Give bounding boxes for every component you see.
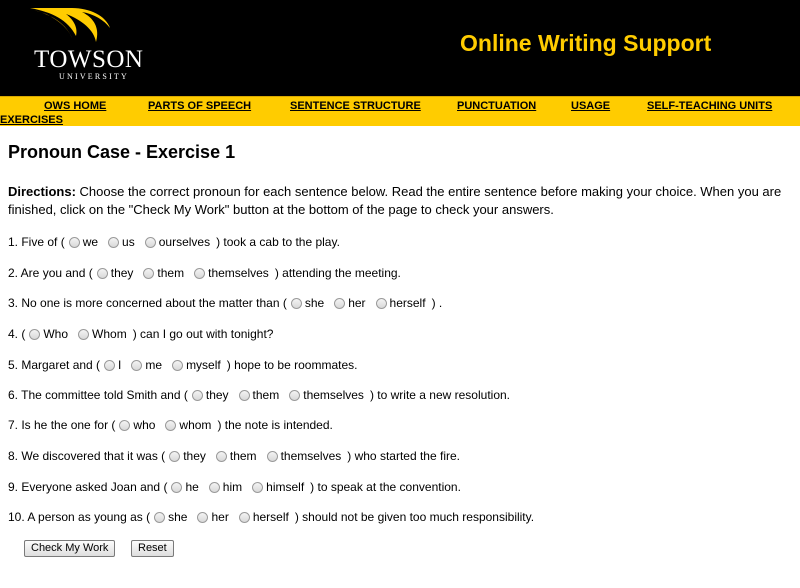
radio-option[interactable] [131,360,142,371]
radio-option[interactable] [376,298,387,309]
radio-option[interactable] [289,390,300,401]
option-label: me [145,358,163,372]
tiger-flame-icon [24,6,114,46]
option-label: Who [43,327,69,341]
option-label: himself [266,480,305,494]
radio-option[interactable] [78,329,89,340]
radio-option[interactable] [209,482,220,493]
directions [8,183,792,219]
towson-logo[interactable] [20,6,150,90]
question-1 [8,235,340,249]
option-label: I [118,358,122,372]
question-text: 3. No one is more concerned about the matter than ( [8,296,287,310]
question-text: ) the note is intended. [217,418,333,432]
question-text: 1. Five of ( [8,235,65,249]
question-text: 7. Is he the one for ( [8,418,116,432]
option-label: us [122,235,135,249]
question-text: ) who started the fire. [347,449,460,463]
radio-option[interactable] [69,237,80,248]
option-label: ourselves [158,235,211,249]
nav-parts-of-speech[interactable]: PARTS OF SPEECH [148,100,252,112]
question-text: ) can I go out with tonight? [132,327,274,341]
option-label: them [252,388,280,402]
radio-option[interactable] [145,237,156,248]
radio-option[interactable] [216,451,227,462]
option-label: we [82,235,99,249]
nav-ows-home[interactable]: OWS HOME [44,100,107,112]
question-text: ) should not be given too much responsibility. [294,510,535,524]
radio-option[interactable] [104,360,115,371]
site-title: Online Writing Support [460,30,712,56]
check-my-work-button[interactable]: Check My Work [24,540,115,557]
radio-option[interactable] [192,390,203,401]
question-text: ) attending the meeting. [274,266,401,280]
radio-option[interactable] [29,329,40,340]
option-label: who [133,418,156,432]
question-3 [8,296,442,310]
option-label: they [183,449,206,463]
option-label: she [168,510,188,524]
question-text: 8. We discovered that it was ( [8,449,166,463]
option-label: her [211,510,229,524]
reset-button[interactable]: Reset [131,540,174,557]
question-2 [8,266,401,280]
nav-usage[interactable]: USAGE [571,100,611,112]
site-header [0,0,800,96]
option-label: myself [186,358,221,372]
question-6 [8,388,510,402]
option-label: her [348,296,366,310]
question-9 [8,480,461,494]
question-5 [8,358,357,372]
logo-subtitle: UNIVERSITY [59,72,129,81]
radio-option[interactable] [252,482,263,493]
radio-option[interactable] [97,268,108,279]
option-label: she [304,296,325,310]
option-label: whom [179,418,212,432]
radio-option[interactable] [154,512,165,523]
question-text: ) to speak at the convention. [310,480,461,494]
radio-option[interactable] [143,268,154,279]
question-4 [8,327,273,341]
option-label: them [229,449,257,463]
radio-option[interactable] [172,360,183,371]
main-nav [0,96,800,126]
question-text: ) took a cab to the play. [216,235,340,249]
radio-option[interactable] [197,512,208,523]
nav-exercises[interactable]: EXERCISES [0,114,63,126]
radio-option[interactable] [267,451,278,462]
option-label: them [157,266,185,280]
directions-label: Directions: [8,184,76,199]
question-7 [8,418,333,432]
radio-option[interactable] [119,420,130,431]
question-text: 2. Are you and ( [8,266,93,280]
radio-option[interactable] [165,420,176,431]
option-label: they [205,388,229,402]
radio-option[interactable] [291,298,302,309]
question-10 [8,510,534,524]
question-text: 9. Everyone asked Joan and ( [8,480,168,494]
option-label: themselves [280,449,342,463]
option-label: Whom [92,327,127,341]
option-label: him [222,480,243,494]
question-text: 6. The committee told Smith and ( [8,388,188,402]
option-label: herself [389,296,426,310]
option-label: themselves [303,388,364,402]
radio-option[interactable] [171,482,182,493]
option-label: themselves [208,266,269,280]
question-text: 4. ( [8,327,26,341]
radio-option[interactable] [108,237,119,248]
nav-self-teaching-units[interactable]: SELF-TEACHING UNITS [647,100,773,112]
question-text: 5. Margaret and ( [8,358,101,372]
page-title: Pronoun Case - Exercise 1 [8,142,236,162]
question-8 [8,449,460,463]
directions-text: Choose the correct pronoun for each sentence below. Read the entire sentence before making your choice. When you are finished, click on the "Check My Work" button at the bottom of the page to check your answers. [8,184,782,217]
question-text: ) hope to be roommates. [226,358,358,372]
question-text: ) to write a new resolution. [369,388,510,402]
question-text: ) . [431,296,443,310]
question-text: 10. A person as young as ( [8,510,151,524]
radio-option[interactable] [239,390,250,401]
radio-option[interactable] [334,298,345,309]
logo-wordmark: TOWSON [34,46,144,73]
radio-option[interactable] [169,451,180,462]
nav-punctuation[interactable]: PUNCTUATION [457,100,537,112]
option-label: they [110,266,134,280]
radio-option[interactable] [194,268,205,279]
nav-sentence-structure[interactable]: SENTENCE STRUCTURE [290,100,421,112]
option-label: herself [252,510,289,524]
option-label: he [185,480,199,494]
radio-option[interactable] [239,512,250,523]
